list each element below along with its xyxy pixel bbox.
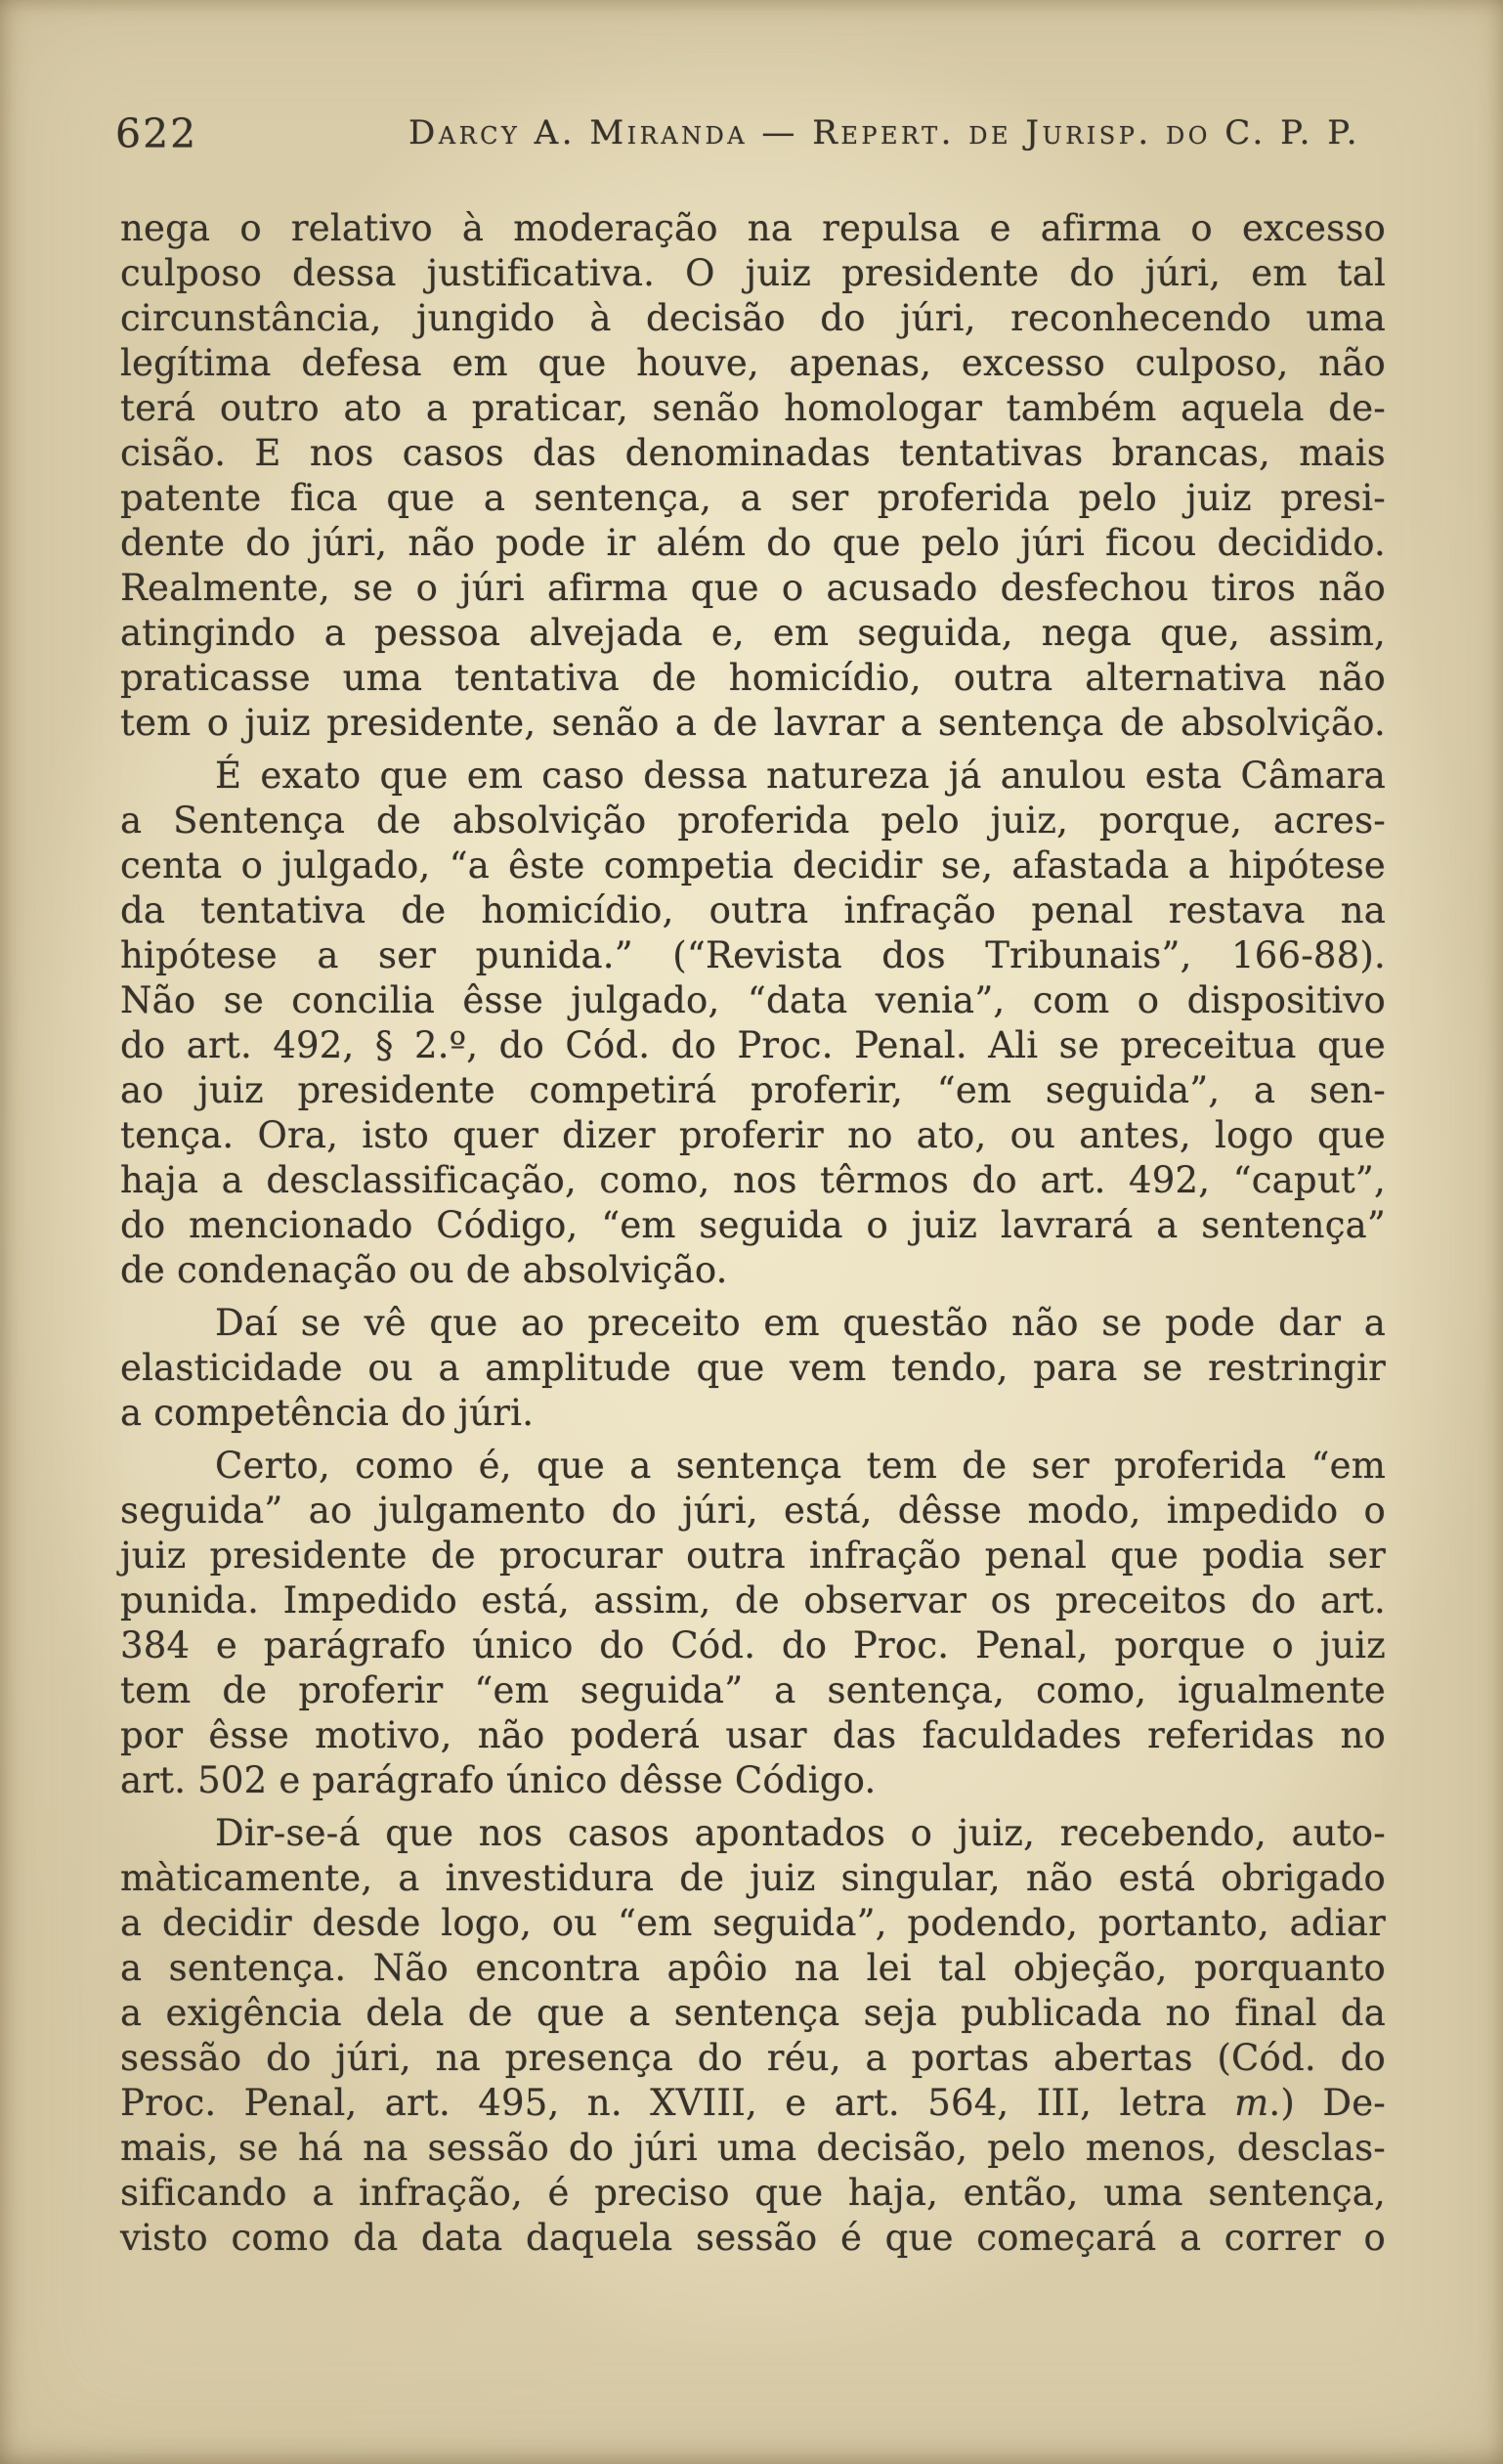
- text-line: sificando a infração, é preciso que haja, então, uma sentença,: [120, 2172, 1386, 2214]
- page-number: 622: [115, 110, 198, 157]
- text-line: do art. 492, § 2.º, do Cód. do Proc. Penal. Ali se preceitua que: [120, 1024, 1386, 1066]
- text-line: sessão do júri, na presença do réu, a portas abertas (Cód. do: [120, 2037, 1386, 2079]
- text-line: É exato que em caso dessa natureza já anulou esta Câmara: [215, 755, 1386, 797]
- text-line: de condenação ou de absolvição.: [120, 1249, 728, 1291]
- text-line: atingindo a pessoa alvejada e, em seguida, nega que, assim,: [120, 612, 1386, 654]
- text-line: Não se concilia êsse julgado, “data venia”, com o dispositivo: [120, 979, 1386, 1021]
- text-line: patente fica que a sentença, a ser proferida pelo juiz presi-: [120, 477, 1386, 519]
- text-line: art. 502 e parágrafo único dêsse Código.: [120, 1759, 877, 1801]
- paragraph: [120, 1301, 1386, 1436]
- text-line: terá outro ato a praticar, senão homologar também aquela de-: [120, 387, 1386, 429]
- text-line: legítima defesa em que houve, apenas, excesso culposo, não: [120, 342, 1386, 384]
- text-line: por êsse motivo, não poderá usar das faculdades referidas no: [120, 1714, 1386, 1756]
- text-line: a sentença. Não encontra apôio na lei tal objeção, porquanto: [120, 1947, 1386, 1989]
- text-line: Certo, como é, que a sentença tem de ser proferida “em: [215, 1445, 1386, 1487]
- text-line: a competência do júri.: [120, 1392, 535, 1434]
- text-line: visto como da data daquela sessão é que começará a correr o: [120, 2217, 1386, 2259]
- text-line: juiz presidente de procurar outra infração penal que podia ser: [120, 1535, 1386, 1577]
- text-line: 384 e parágrafo único do Cód. do Proc. Penal, porque o juiz: [120, 1624, 1386, 1666]
- text-line: Daí se vê que ao preceito em questão não se pode dar a: [215, 1302, 1386, 1344]
- text-line: praticasse uma tentativa de homicídio, outra alternativa não: [120, 657, 1386, 699]
- text-line: do mencionado Código, “em seguida o juiz lavrará a sentença”: [120, 1204, 1386, 1246]
- text-line: culposo dessa justificativa. O juiz presidente do júri, em tal: [120, 252, 1386, 294]
- text-line: hipótese a ser punida.” (“Revista dos Tribunais”, 166-88).: [120, 934, 1386, 976]
- text-line: mais, se há na sessão do júri uma decisão, pelo menos, desclas-: [120, 2127, 1386, 2169]
- text-line: màticamente, a investidura de juiz singular, não está obrigado: [120, 1857, 1386, 1899]
- text-line: dente do júri, não pode ir além do que pelo júri ficou decidido.: [120, 522, 1386, 564]
- text-line: centa o julgado, “a êste competia decidir se, afastada a hipótese: [120, 844, 1386, 886]
- text-line: cisão. E nos casos das denominadas tentativas brancas, mais: [120, 432, 1386, 474]
- text-line: Dir-se-á que nos casos apontados o juiz, recebendo, auto-: [215, 1812, 1386, 1854]
- text-line: ao juiz presidente competirá proferir, “em seguida”, a sen-: [120, 1069, 1386, 1111]
- paragraph: [120, 206, 1386, 746]
- page-header: [0, 0, 1503, 166]
- text-line: nega o relativo à moderação na repulsa e afirma o excesso: [120, 207, 1386, 249]
- text-line: elasticidade ou a amplitude que vem tendo, para se restringir: [120, 1347, 1386, 1389]
- paragraph: [120, 1444, 1386, 1803]
- running-title: Darcy A. Miranda — Repert. de Jurisp. do C. P. P.: [408, 113, 1361, 152]
- text-line: Proc. Penal, art. 495, n. XVIII, e art. 564, III, letra m.) De-: [120, 2082, 1386, 2124]
- text-line: circunstância, jungido à decisão do júri, reconhecendo uma: [120, 297, 1386, 339]
- paragraph: [120, 1811, 1386, 2261]
- text-line: punida. Impedido está, assim, de observar os preceitos do art.: [120, 1579, 1386, 1621]
- text-line: da tentativa de homicídio, outra infração penal restava na: [120, 889, 1386, 931]
- text-line: haja a desclassificação, como, nos têrmos do art. 492, “caput”,: [120, 1159, 1386, 1201]
- text-line: tem de proferir “em seguida” a sentença, como, igualmente: [120, 1669, 1386, 1711]
- text-line: seguida” ao julgamento do júri, está, dêsse modo, impedido o: [120, 1490, 1386, 1532]
- text-line: a exigência dela de que a sentença seja publicada no final da: [120, 1992, 1386, 2034]
- page-text: [120, 206, 1386, 2261]
- text-line: a Sentença de absolvição proferida pelo juiz, porque, acres-: [120, 800, 1386, 842]
- text-line: tença. Ora, isto quer dizer proferir no ato, ou antes, logo que: [120, 1114, 1386, 1156]
- text-line: tem o juiz presidente, senão a de lavrar a sentença de absolvição.: [120, 702, 1386, 744]
- text-line: Realmente, se o júri afirma que o acusado desfechou tiros não: [120, 567, 1386, 609]
- text-line: a decidir desde logo, ou “em seguida”, podendo, portanto, adiar: [120, 1902, 1386, 1944]
- paragraph: [120, 754, 1386, 1293]
